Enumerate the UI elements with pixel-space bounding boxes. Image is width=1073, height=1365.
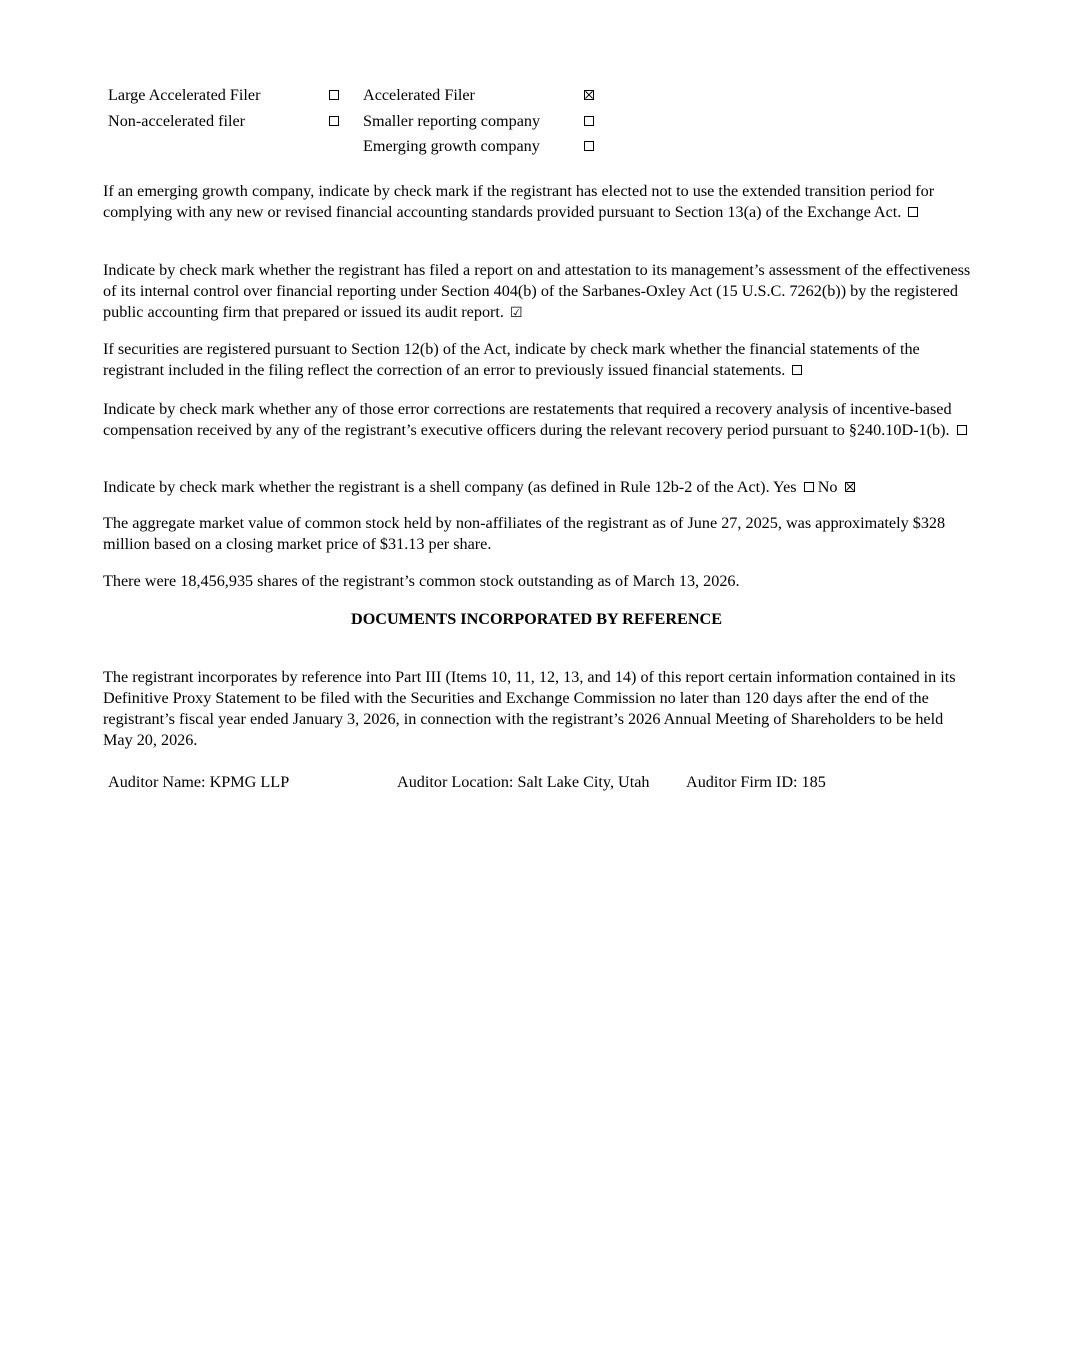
shell-company-text: Indicate by check mark whether the registrant is a shell company (as defined in Rule 12b-2 of the Act). Yes <box>103 478 797 496</box>
emerging-growth-text: If an emerging growth company, indicate by check mark if the registrant has elected not to use the extended transition period for complying with any new or revised financial accounting standards provided pursuant to Section 13(a) of the Exchange Act. <box>103 182 935 221</box>
filer-row-large-accelerated <box>108 85 628 111</box>
market-value-text: The aggregate market value of common stock held by non-affiliates of the registrant as of June 27, 2025, was approximately $328 million based on a closing market price of $31.13 per share. <box>103 514 946 553</box>
non-accelerated-filer-label: Non-accelerated filer <box>108 111 246 130</box>
shell-company-no-label: No <box>817 478 838 496</box>
auditor-info-row <box>108 772 958 794</box>
shell-company-yes-checkbox[interactable] <box>804 482 814 492</box>
non-accelerated-filer-checkbox[interactable] <box>329 116 339 126</box>
attestation-text: Indicate by check mark whether the registrant has filed a report on and attestation to its management’s assessment of the effectiveness of its internal control over financial reporting under Section 404(b) of the Sarbanes-Oxley Act (15 U.S.C. 7262(b)) by the registered public accounting firm that prepared or issued its audit report. <box>103 261 971 321</box>
filer-row-emerging-growth <box>108 136 628 162</box>
section-12b-paragraph <box>103 339 973 381</box>
section-12b-text: If securities are registered pursuant to Section 12(b) of the Act, indicate by check mark whether the financial statements of the registrant included in the filing reflect the correction of an error to previously issued financial statements. <box>103 340 920 379</box>
documents-incorporated-heading: DOCUMENTS INCORPORATED BY REFERENCE <box>351 610 722 628</box>
attestation-paragraph <box>103 260 973 324</box>
auditor-firm-id: Auditor Firm ID: 185 <box>686 773 826 791</box>
emerging-growth-transition-checkbox[interactable] <box>908 207 918 217</box>
filer-row-non-accelerated <box>108 111 628 137</box>
error-correction-checkbox[interactable] <box>792 365 802 375</box>
smaller-reporting-company-label: Smaller reporting company <box>363 111 541 130</box>
auditor-name: Auditor Name: KPMG LLP <box>108 773 290 791</box>
incorporation-text: The registrant incorporates by reference into Part III (Items 10, 11, 12, 13, and 14) of this report certain information contained in its Definitive Proxy Statement to be filed with the Securities and Exchange Commission no later than 120 days after the end of the registrant’s fiscal year ended January 3, 2026, in connection with the registrant’s 2026 Annual Meeting of Shareholders to be held May 20, 2026. <box>103 668 956 749</box>
shares-outstanding-paragraph <box>103 571 973 592</box>
restatements-paragraph <box>103 399 973 441</box>
emerging-growth-company-checkbox[interactable] <box>584 141 594 151</box>
shell-company-paragraph <box>103 477 973 498</box>
accelerated-filer-checkbox[interactable] <box>584 90 594 100</box>
market-value-paragraph <box>103 513 973 555</box>
incorporation-paragraph <box>103 667 973 751</box>
large-accelerated-filer-checkbox[interactable] <box>329 90 339 100</box>
filer-status-grid <box>108 85 628 162</box>
emerging-growth-company-label: Emerging growth company <box>363 137 540 155</box>
large-accelerated-filer-label: Large Accelerated Filer <box>108 86 261 104</box>
restatements-text: Indicate by check mark whether any of those error corrections are restatements that required a recovery analysis of incentive-based compensation received by any of the registrant’s executive officers during the relevant recovery period pursuant to §240.10D-1(b). <box>103 400 952 439</box>
restatement-checkbox[interactable] <box>957 425 967 435</box>
check-mark-icon: ☑ <box>510 305 523 321</box>
smaller-reporting-company-checkbox[interactable] <box>584 116 594 126</box>
emerging-growth-paragraph <box>103 181 973 223</box>
accelerated-filer-label: Accelerated Filer <box>363 86 475 104</box>
auditor-location: Auditor Location: Salt Lake City, Utah <box>397 773 650 791</box>
shares-outstanding-text: There were 18,456,935 shares of the registrant’s common stock outstanding as of March 13, 2026. <box>103 572 740 590</box>
shell-company-no-checkbox[interactable] <box>845 482 855 492</box>
